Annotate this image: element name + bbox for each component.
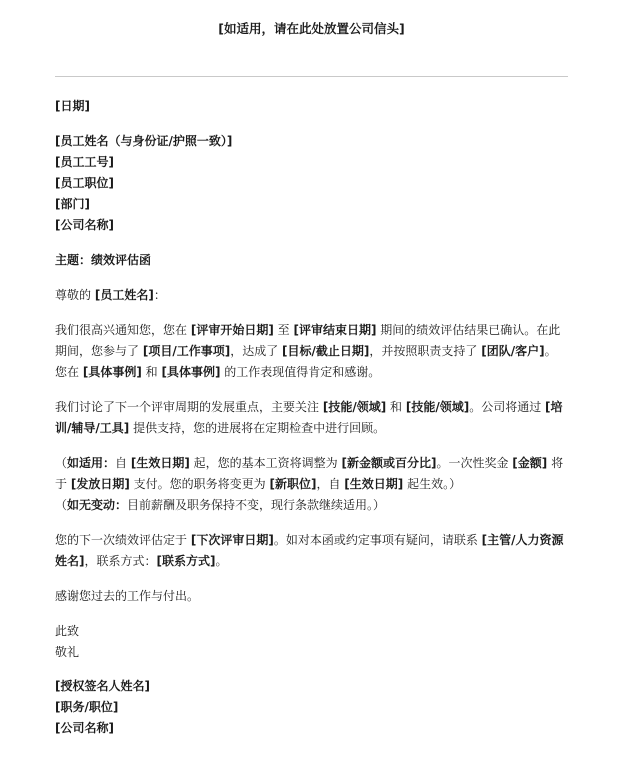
review-start-date-placeholder: [评审开始日期] bbox=[190, 323, 274, 337]
text: 您的下一次绩效评估定于 bbox=[55, 533, 191, 547]
text: 。一次性奖金 bbox=[436, 456, 513, 470]
text: 目前薪酬及职务保持不变，现行条款继续适用。） bbox=[127, 498, 386, 512]
text: 我们讨论了下一个评审周期的发展重点，主要关注 bbox=[55, 400, 323, 414]
closing-line-1: 此致 bbox=[55, 624, 80, 638]
header-divider bbox=[55, 76, 568, 77]
payment-date-placeholder: [发放日期] bbox=[70, 477, 130, 491]
skill-placeholder: [技能/领域] bbox=[405, 400, 470, 414]
closing-block bbox=[55, 621, 568, 663]
text: 提供支持，您的进展将在定期检查中进行回顾。 bbox=[129, 421, 386, 435]
next-review-date-placeholder: [下次评审日期] bbox=[190, 533, 274, 547]
example-placeholder: [具体事例] bbox=[161, 365, 221, 379]
recipient-department: [部门] bbox=[55, 197, 90, 211]
skill-placeholder: [技能/领域] bbox=[322, 400, 387, 414]
team-client-placeholder: [团队/客户] bbox=[481, 344, 545, 358]
text: 将于 bbox=[55, 456, 564, 491]
review-end-date-placeholder: [评审结束日期] bbox=[293, 323, 377, 337]
subject-line: 主题：绩效评估函 bbox=[55, 253, 152, 267]
text: 至 bbox=[273, 323, 294, 337]
bonus-amount-placeholder: [金额] bbox=[512, 456, 548, 470]
text: ，并按照职责支持了 bbox=[369, 344, 482, 358]
paragraph-performance-summary bbox=[55, 320, 568, 383]
paragraph-thanks: 感谢您过去的工作与付出。 bbox=[55, 589, 200, 603]
salutation bbox=[55, 285, 568, 306]
signatory-name: [授权签名人姓名] bbox=[55, 679, 150, 693]
text: 和 bbox=[141, 365, 162, 379]
text: 起生效。） bbox=[403, 477, 462, 491]
salutation-prefix: 尊敬的 bbox=[55, 288, 95, 302]
recipient-company: [公司名称] bbox=[55, 218, 114, 232]
no-change-label: 如无变动： bbox=[67, 498, 128, 512]
text: ，达成了 bbox=[230, 344, 283, 358]
goal-placeholder: [目标/截止日期] bbox=[282, 344, 370, 358]
text: 。 bbox=[215, 554, 228, 568]
training-placeholder: [培训/辅导/工具] bbox=[55, 400, 563, 435]
signatory-title: [职务/职位] bbox=[55, 700, 119, 714]
salutation-name: [员工姓名] bbox=[94, 288, 154, 302]
new-position-placeholder: [新职位] bbox=[269, 477, 317, 491]
recipient-position: [员工职位] bbox=[55, 176, 114, 190]
text: 。如对本函或约定事项有疑问，请联系 bbox=[273, 533, 482, 547]
text: 起，您的基本工资将调整为 bbox=[189, 456, 342, 470]
text: ，联系方式： bbox=[84, 554, 157, 568]
salutation-suffix: ： bbox=[153, 288, 166, 302]
recipient-employee-id: [员工工号] bbox=[55, 155, 114, 169]
new-amount-placeholder: [新金额或百分比] bbox=[341, 456, 437, 470]
paragraph-development-focus bbox=[55, 397, 568, 439]
text: 我们很高兴通知您，您在 bbox=[55, 323, 191, 337]
text: 支付。您的职务将变更为 bbox=[129, 477, 270, 491]
text: ，自 bbox=[316, 477, 345, 491]
recipient-name: [员工姓名（与身份证/护照一致）] bbox=[55, 134, 233, 148]
text: （ bbox=[55, 456, 68, 470]
example-placeholder: [具体事例] bbox=[82, 365, 142, 379]
signature-block bbox=[55, 676, 568, 739]
recipient-block bbox=[55, 131, 568, 236]
project-placeholder: [项目/工作事项] bbox=[142, 344, 231, 358]
paragraph-next-review bbox=[55, 530, 568, 572]
signatory-company: [公司名称] bbox=[55, 721, 114, 735]
letterhead-placeholder: [如适用，请在此处放置公司信头] bbox=[218, 21, 405, 36]
effective-date-placeholder: [生效日期] bbox=[130, 456, 190, 470]
text: 的工作表现值得肯定和感谢。 bbox=[220, 365, 381, 379]
paragraph-compensation bbox=[55, 453, 568, 516]
text: 期间的绩效评估结果已确认。在此期间，您参与了 bbox=[55, 323, 561, 358]
if-applicable-label: 如适用： bbox=[67, 456, 116, 470]
text: 。您在 bbox=[55, 344, 557, 379]
effective-date-placeholder: [生效日期] bbox=[344, 477, 404, 491]
contact-info-placeholder: [联系方式] bbox=[156, 554, 216, 568]
date-field: [日期] bbox=[55, 99, 90, 113]
text: 和 bbox=[386, 400, 406, 414]
hr-contact-name-placeholder: [主管/人力资源姓名] bbox=[55, 533, 564, 568]
text: 。公司将通过 bbox=[469, 400, 546, 414]
text: （ bbox=[55, 498, 68, 512]
closing-line-2: 敬礼 bbox=[55, 645, 80, 659]
text: 自 bbox=[115, 456, 131, 470]
